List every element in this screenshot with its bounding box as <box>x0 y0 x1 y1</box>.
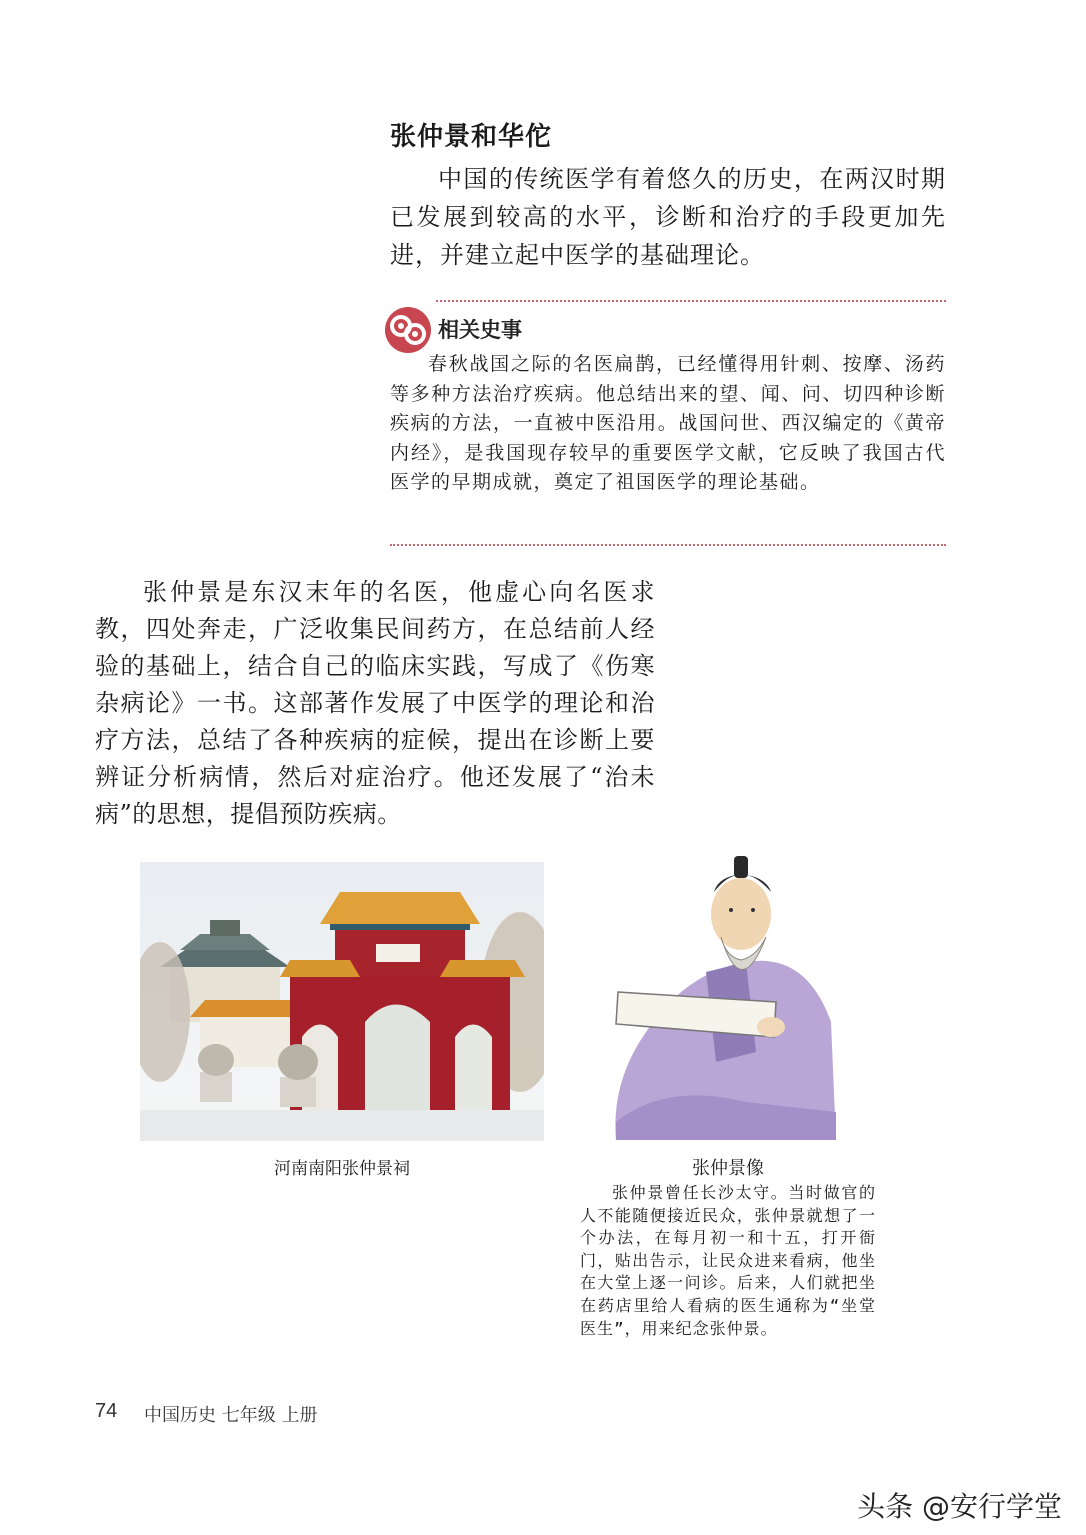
related-box-text <box>390 350 946 498</box>
swirl-logo-icon <box>384 306 432 354</box>
portrait-note <box>580 1182 876 1340</box>
intro-paragraph <box>390 160 946 274</box>
zhang-zhongjing-shrine-photo <box>140 862 544 1141</box>
photo-caption: 河南南阳张仲景祠 <box>274 1159 410 1179</box>
intro-text: 中国的传统医学有着悠久的历史，在两汉时期已发展到较高的水平，诊断和治疗的手段更加先进，并建立起中医学的基础理论。 <box>390 165 946 269</box>
book-title: 中国历史 七年级 上册 <box>144 1405 318 1426</box>
main-text: 张仲景是东汉末年的名医，他虚心向名医求教，四处奔走，广泛收集民间药方，在总结前人经验的基础上，结合自己的临床实践，写成了《伤寒杂病论》一书。这部著作发展了中医学的理论和治疗方法，总结了各种疾病的症候，提出在诊断上要辨证分析病情，然后对症治疗。他还发展了“治未病”的思想，提倡预防疾病。 <box>95 578 655 828</box>
page-number: 74 <box>95 1400 118 1422</box>
related-box-paragraph: 春秋战国之际的名医扁鹊，已经懂得用针刺、按摩、汤药等多种方法治疗疾病。他总结出来的望、闻、问、切四种诊断疾病的方法，一直被中医沿用。战国问世、西汉编定的《黄帝内经》，是我国现存较早的重要医学文献，它反映了我国古代医学的早期成就，奠定了祖国医学的理论基础。 <box>390 353 946 494</box>
box-top-rule <box>436 300 946 302</box>
box-bottom-rule <box>390 544 946 546</box>
portrait-note-text: 张仲景曾任长沙太守。当时做官的人不能随便接近民众，张仲景就想了一个办法，在每月初一和十五，打开衙门，贴出告示，让民众进来看病，他坐在大堂上逐一问诊。后来，人们就把坐在药店里给人看病的医生通称为“坐堂医生”，用来纪念张仲景。 <box>580 1183 876 1338</box>
zhang-zhongjing-portrait <box>606 852 842 1140</box>
portrait-caption: 张仲景像 <box>692 1158 764 1179</box>
main-paragraph <box>95 574 655 833</box>
watermark: 头条 @安行学堂 <box>857 1490 1062 1523</box>
related-box-label: 相关史事 <box>438 318 522 342</box>
section-title: 张仲景和华佗 <box>390 122 553 152</box>
